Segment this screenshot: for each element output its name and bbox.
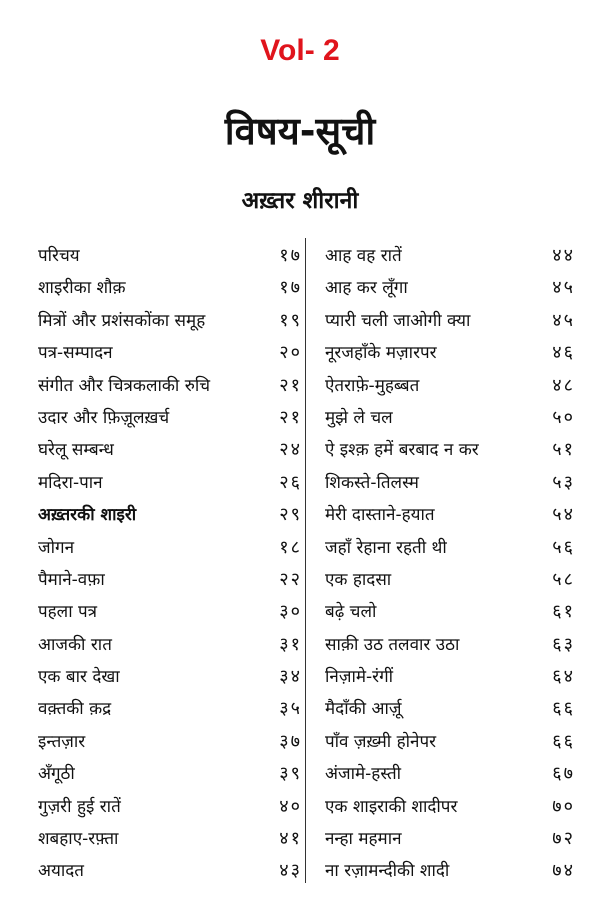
toc-entry-page: २४ — [279, 439, 302, 461]
toc-entry-title: शाइरीका शौक़ — [38, 278, 126, 299]
toc-entry — [317, 661, 575, 693]
toc-entry-page: ४६ — [552, 342, 575, 364]
toc-entry-title: उदार और फ़िज़ूलख़र्च — [38, 407, 170, 428]
toc-entry-page: २१ — [279, 374, 302, 396]
toc-entry — [30, 855, 302, 887]
toc-entry-title: घरेलू सम्बन्ध — [38, 440, 114, 461]
toc-entry-title: अयादत — [38, 861, 84, 882]
toc-entry-title: आजकी रात — [38, 634, 112, 655]
toc-entry-page: १७ — [279, 277, 302, 299]
toc-entry-title: जोगन — [38, 537, 75, 558]
toc-entry — [30, 596, 302, 628]
toc-entry — [30, 337, 302, 369]
toc-entry-page: ७४ — [552, 860, 575, 882]
toc-entry — [317, 337, 575, 369]
toc-entry-page: ६३ — [552, 633, 575, 655]
toc-entry-page: ७२ — [552, 828, 575, 850]
toc-entry-title: वक़्तकी क़द्र — [38, 699, 112, 720]
toc-entry-title: इन्तज़ार — [38, 731, 86, 752]
toc-entry — [317, 370, 575, 402]
toc-entry-title: एक शाइराकी शादीपर — [325, 796, 458, 817]
toc-entry-title: अख़्तरकी शाइरी — [38, 505, 137, 526]
toc-entry-title: आह कर लूँगा — [325, 278, 408, 299]
toc-entry-title: मित्रों और प्रशंसकोंका समूह — [38, 310, 206, 331]
toc-entry-page: ६४ — [552, 666, 575, 688]
toc-entry-page: ३७ — [279, 730, 302, 752]
toc-entry-title: संगीत और चित्रकलाकी रुचि — [38, 375, 211, 396]
toc-entry-title: नन्हा महमान — [325, 829, 402, 850]
toc-entry — [30, 402, 302, 434]
toc-entry-title: अंजामे-हस्ती — [325, 764, 402, 785]
toc-entry — [30, 693, 302, 725]
toc-entry — [317, 402, 575, 434]
page-title: विषय-सूची — [224, 109, 376, 153]
toc-entry — [317, 499, 575, 531]
toc-entry-page: ६६ — [552, 698, 575, 720]
toc-entry — [30, 791, 302, 823]
toc-entry — [30, 272, 302, 304]
toc-entry — [317, 564, 575, 596]
toc-entry-page: २० — [279, 342, 302, 364]
toc-entry-title: पाँव ज़ख़्मी होनेपर — [325, 731, 437, 752]
toc-entry-page: २९ — [279, 504, 302, 526]
toc-entry — [30, 305, 302, 337]
toc-entry-title: शबहाए-रफ़्ता — [38, 829, 119, 850]
toc-entry-title: साक़ी उठ तलवार उठा — [325, 634, 460, 655]
toc-entry — [30, 726, 302, 758]
toc-entry — [30, 661, 302, 693]
toc-entry-page: २१ — [279, 406, 302, 428]
toc-entry-title: बढ़े चलो — [325, 602, 377, 623]
toc-entry-title: निज़ामे-रंगीं — [325, 667, 394, 688]
toc-entry-title: ऐ इश्क़ हमें बरबाद न कर — [325, 440, 479, 461]
toc-entry-page: ५१ — [552, 439, 575, 461]
toc-entry-title: गुज़री हुई रातें — [38, 796, 121, 817]
toc-entry-title: एक हादसा — [325, 569, 392, 590]
toc-entry-title: आह वह रातें — [325, 246, 402, 266]
toc-entry — [30, 434, 302, 466]
toc-entry — [317, 596, 575, 628]
toc-entry-page: ४५ — [552, 309, 575, 331]
toc-entry — [30, 758, 302, 790]
toc-entry — [317, 823, 575, 855]
toc-entry-page: १८ — [279, 536, 302, 558]
toc-entry — [317, 467, 575, 499]
toc-entry-title: अँगूठी — [38, 764, 75, 785]
toc-entry-page: ५० — [552, 406, 575, 428]
toc-entry-page: ७० — [552, 795, 575, 817]
toc-entry-page: ३५ — [279, 698, 302, 720]
toc-entry — [317, 758, 575, 790]
toc-entry — [30, 499, 302, 531]
toc-entry-page: ४४ — [552, 245, 575, 266]
toc-entry-page: २२ — [279, 568, 302, 590]
toc-entry-title: परिचय — [38, 246, 80, 266]
toc-entry-page: ६६ — [552, 730, 575, 752]
toc-entry-page: ४३ — [279, 860, 302, 882]
toc-entry-page: ३४ — [279, 666, 302, 688]
toc-entry-page: १९ — [279, 309, 302, 331]
toc-entry-page: ५८ — [552, 568, 575, 590]
toc-entry-title: ना रज़ामन्दीकी शादी — [325, 861, 450, 882]
toc-entry-title: पैमाने-वफ़ा — [38, 569, 105, 590]
toc-right-column — [317, 240, 575, 888]
toc-entry-page: १७ — [279, 245, 302, 266]
toc-entry-title: मेरी दास्ताने-हयात — [325, 505, 435, 526]
toc-entry — [30, 532, 302, 564]
toc-entry-title: नूरजहाँके मज़ारपर — [325, 343, 437, 364]
toc-entry-page: ३० — [279, 601, 302, 623]
toc-entry-page: २६ — [279, 471, 302, 493]
toc-entry-title: एक बार देखा — [38, 667, 120, 688]
column-divider — [305, 238, 306, 883]
toc-entry-page: ३१ — [279, 633, 302, 655]
toc-entry-title: ऐतराफ़े-मुहब्बत — [325, 375, 420, 396]
volume-label: Vol- 2 — [260, 34, 340, 67]
toc-entry — [317, 629, 575, 661]
toc-entry — [317, 240, 575, 272]
toc-entry-page: ४१ — [279, 828, 302, 850]
toc-entry — [317, 693, 575, 725]
toc-entry — [30, 564, 302, 596]
toc-entry — [317, 532, 575, 564]
toc-entry — [317, 305, 575, 337]
toc-entry — [317, 791, 575, 823]
toc-entry — [30, 370, 302, 402]
toc-entry-title: शिकस्ते-तिलस्म — [325, 472, 419, 493]
toc-entry-page: ३९ — [279, 763, 302, 785]
toc-entry-title: पत्र-सम्पादन — [38, 343, 113, 364]
toc-entry-page: ५४ — [552, 504, 575, 526]
toc-entry-page: ५३ — [552, 471, 575, 493]
toc-entry — [30, 467, 302, 499]
toc-entry-title: मुझे ले चल — [325, 407, 393, 428]
toc-entry-page: ४० — [279, 795, 302, 817]
toc-entry — [317, 434, 575, 466]
section-heading: अख़्तर शीरानी — [241, 188, 359, 214]
toc-left-column — [30, 240, 302, 888]
toc-entry — [317, 272, 575, 304]
toc-entry-title: पहला पत्र — [38, 602, 98, 623]
toc-entry — [317, 855, 575, 887]
toc-entry-title: जहाँ रेहाना रहती थी — [325, 537, 447, 558]
toc-entry-page: ४५ — [552, 277, 575, 299]
toc-entry-page: ६१ — [552, 601, 575, 623]
toc-entry — [30, 823, 302, 855]
toc-entry-page: ४८ — [552, 374, 575, 396]
toc-entry-page: ५६ — [552, 536, 575, 558]
toc-entry — [30, 629, 302, 661]
toc-entry — [317, 726, 575, 758]
toc-entry-title: प्यारी चली जाओगी क्या — [325, 310, 471, 331]
toc-entry-page: ६७ — [552, 763, 575, 785]
toc-entry-title: मैदाँकी आर्ज़ू — [325, 699, 402, 720]
toc-entry — [30, 240, 302, 272]
toc-entry-title: मदिरा-पान — [38, 472, 103, 493]
